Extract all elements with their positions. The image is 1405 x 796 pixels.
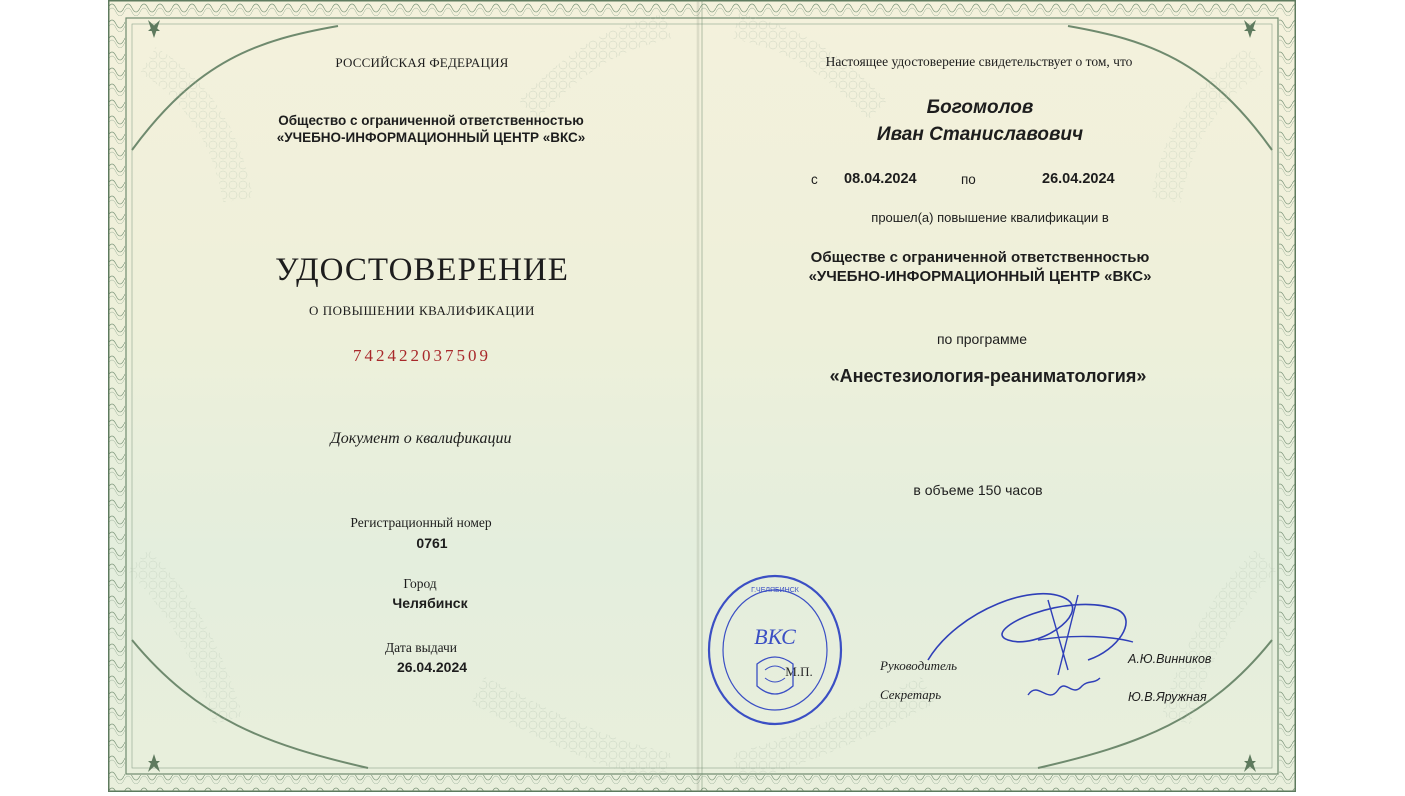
recipient-given-names: Иван Станиславович (876, 124, 1084, 145)
program-label: по программе (936, 331, 1028, 347)
period-from-date: 08.04.2024 (844, 171, 917, 187)
city-value: Челябинск (392, 595, 468, 611)
reg-number-label: Регистрационный номер (350, 515, 492, 530)
stamp-center-text: ВКС (754, 624, 796, 649)
org-name-line2: «УЧЕБНО-ИНФОРМАЦИОННЫЙ ЦЕНТР «ВКС» (276, 130, 586, 145)
institution-line2: «УЧЕБНО-ИНФОРМАЦИОННЫЙ ЦЕНТР «ВКС» (808, 268, 1152, 285)
svg-text:Г.ЧЕЛЯБИНСК: Г.ЧЕЛЯБИНСК (751, 587, 799, 594)
institution-line1: Обществе с ограниченной ответственностью (810, 249, 1150, 266)
serial-number: 742422037509 (353, 346, 491, 365)
document-type: Документ о квалификации (330, 430, 512, 447)
director-signature (918, 580, 1148, 720)
country-label: РОССИЙСКАЯ ФЕДЕРАЦИЯ (335, 55, 509, 70)
document-subtitle: О ПОВЫШЕНИИ КВАЛИФИКАЦИИ (309, 303, 535, 318)
recipient-surname: Богомолов (926, 97, 1034, 118)
certificate (108, 0, 1296, 792)
stamp-mp-text: М.П. (785, 664, 813, 679)
passed-training-text: прошел(а) повышение квалификации в (871, 210, 1109, 225)
organization-stamp (705, 572, 845, 728)
secretary-label: Секретарь (880, 687, 942, 702)
program-name: «Анестезиология-реаниматология» (829, 366, 1147, 386)
period-to-label: по (961, 172, 976, 187)
director-name: А.Ю.Винников (1128, 652, 1212, 666)
document-title: УДОСТОВЕРЕНИЕ (275, 252, 569, 288)
period-to-date: 26.04.2024 (1042, 171, 1115, 187)
secretary-name: Ю.В.Яружная (1128, 690, 1207, 704)
period-from-label: с (811, 172, 818, 187)
reg-number-value: 0761 (416, 535, 448, 551)
city-label: Город (403, 576, 437, 591)
intro-text: Настоящее удостоверение свидетельствует о том, что (825, 54, 1133, 69)
hours-text: в объеме 150 часов (913, 482, 1043, 498)
issue-date-label: Дата выдачи (384, 640, 458, 655)
page-fold (696, 0, 700, 792)
issue-date-value: 26.04.2024 (396, 659, 468, 675)
org-name-line1: Общество с ограниченной ответственностью (278, 113, 584, 128)
director-label: Руководитель (880, 658, 958, 673)
